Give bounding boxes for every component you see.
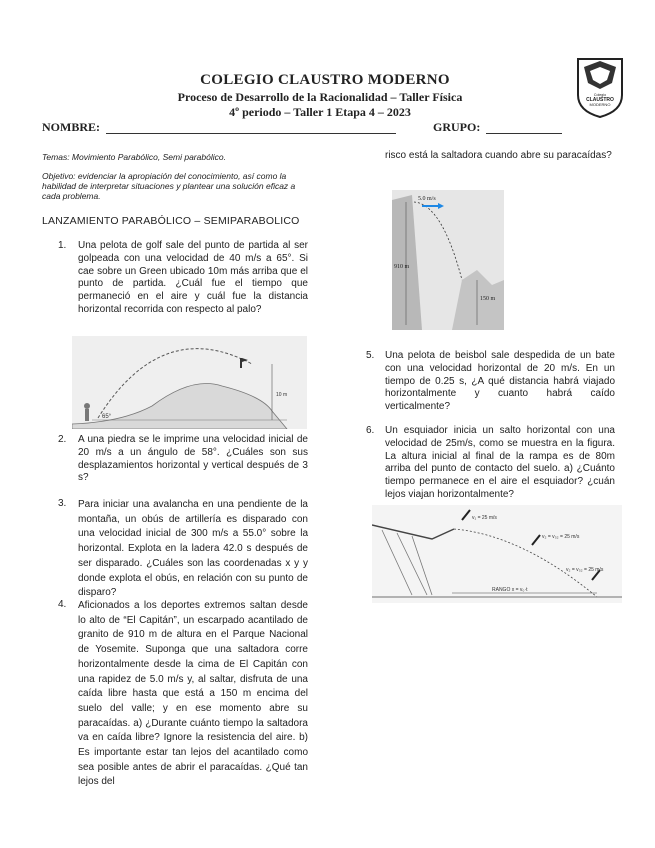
logo-text-3: MODERNO	[589, 102, 611, 107]
golf-angle-label: 65°	[102, 414, 112, 420]
shield-icon	[574, 55, 626, 119]
question-4-continuation: risco está la saltadora cuando abre su paracaídas?	[385, 150, 612, 161]
name-label: NOMBRE:	[42, 120, 100, 134]
section-title: LANZAMIENTO PARABÓLICO – SEMIPARABOLICO	[42, 215, 300, 227]
ski-figure	[372, 505, 622, 603]
question-2-text: A una piedra se le imprime una velocidad inicial de 20 m/s a un ángulo de 58°. ¿Cuáles son sus desplazamientos horizontal y vertical después de 3 s?	[78, 434, 308, 484]
topics-text: Temas: Movimiento Parabólico, Semi parabólico.	[42, 152, 226, 162]
cliff-speed-label: 5.0 m/s	[418, 196, 436, 202]
ski-v3-label: v₂ = v₃₂ = 25 m/s	[566, 567, 604, 573]
ski-range-label: RANGO x = v₀·t	[492, 587, 528, 593]
logo-text-2: CLAUSTRO	[586, 97, 614, 103]
objective-text: Objetivo: evidenciar la apropiación del conocimiento, así como la habilidad de interpretar situaciones y plantear una solución eficaz a cada problema.	[42, 171, 296, 201]
question-number: 5.	[366, 350, 375, 361]
question-4-text: Aficionados a los deportes extremos saltan desde lo alto de “El Capitán”, un escarpado acantilado de granito de 910 m de altura en el Parque Nacional de Yosemite. Suponga que una saltadora corre horizontalmente desde la cima de El Capitán con una rapidez de 5.0 m/s y, al saltar, disfruta de una caída libre hasta que está a 150 m encima del suelo del valle; y en ese momento abre su paracaídas. a) ¿Durante cuánto tiempo la saltadora va en caída libre? Ignore la resistencia del aire. b) Es importante estar tan lejos del acantilado como sea posible antes de abrir el paracaídas. ¿Qué tan lejos del	[78, 600, 308, 788]
cliff-open-label: 150 m	[480, 296, 496, 302]
golf-figure	[72, 336, 307, 429]
question-1-text: Una pelota de golf sale del punto de partida al ser golpeada con una velocidad de 40 m/s a 65°. Si cae sobre un Green ubicado 10m más arriba que el punto de partida. ¿Cuál fue el tiempo que permaneció en el aire y cuál fue la distancia horizontal recorrida con respecto al palo?	[78, 240, 308, 315]
group-label: GRUPO:	[433, 120, 481, 134]
school-name: COLEGIO CLAUSTRO MODERNO	[200, 72, 450, 88]
golf-height-label: 10 m	[276, 392, 288, 398]
question-5-text: Una pelota de beisbol sale despedida de un bate con una velocidad horizontal de 20 m/s. En un tiempo de 0.25 s, ¿A qué distancia habrá viajado horizontalmente y cuanto habrá caído verticalmente?	[385, 350, 615, 413]
question-6-text: Un esquiador inicia un salto horizontal con una velocidad de 25m/s, como se muestra en la figura. La altura inicial al final de la rampa es de 80m arriba del punto de contacto del suelo. a) ¿Cuánto tiempo permanece en el aire el esquiador? ¿cuán lejos viajan horizontalmente?	[385, 425, 615, 500]
question-number: 3.	[58, 498, 67, 509]
question-number: 4.	[58, 599, 67, 610]
name-field[interactable]	[106, 133, 396, 134]
cliff-height-label: 910 m	[394, 264, 410, 270]
question-number: 2.	[58, 434, 67, 445]
school-logo	[574, 55, 626, 119]
cliff-figure	[392, 190, 504, 330]
question-number: 6.	[366, 425, 375, 436]
ski-v1-label: v₁ = 25 m/s	[472, 515, 497, 521]
period-title: 4º periodo – Taller 1 Etapa 4 – 2023	[229, 105, 411, 119]
question-number: 1.	[58, 240, 67, 251]
question-3-text: Para iniciar una avalancha en una pendiente de la montaña, un obús de artillería es disparado con una velocidad inicial de 300 m/s a 55.0° sobre la horizontal. Explota en la ladera 42.0 s después de ser disparado. ¿Cuáles son las coordenadas x y y donde explota el obús, en relación con su punto de disparo?	[78, 499, 308, 599]
ski-v2-label: v₂ = v₃₂ = 25 m/s	[542, 534, 580, 540]
group-field[interactable]	[486, 133, 562, 134]
logo-text-1: Colegio	[593, 93, 607, 97]
process-title: Proceso de Desarrollo de la Racionalidad – Taller Física	[177, 90, 463, 104]
